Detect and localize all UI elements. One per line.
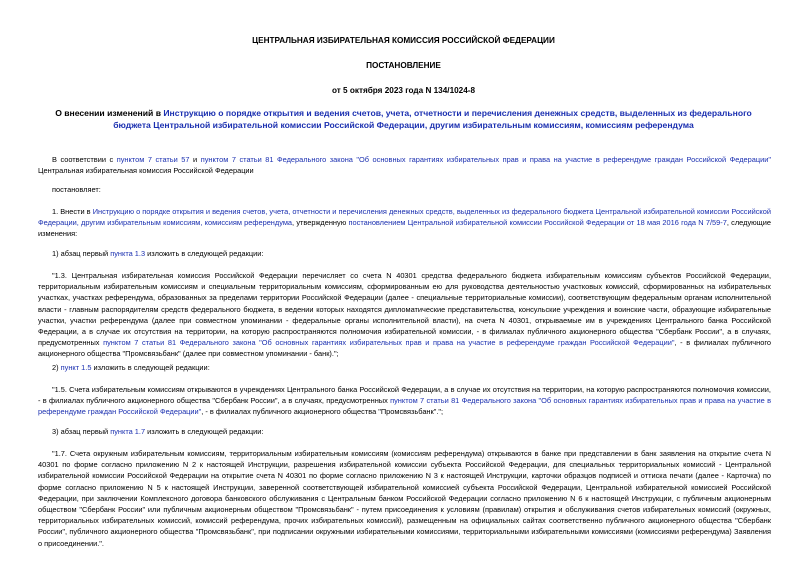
point15-text-2: , - в филиалах публичного акционерного общества "Промсвязьбанк".";	[201, 407, 444, 417]
paragraph-subitem-1	[38, 248, 771, 259]
link-instruction[interactable]: Инструкцию о порядке открытия и ведения счетов, учета, отчетности и перечисления денежных средств, выделенных из федерального бюджета Центральной избирательной комиссии Российской Федерации, другим избирательным комиссиям, комиссиям референдума	[38, 207, 771, 228]
issuing-authority: ЦЕНТРАЛЬНАЯ ИЗБИРАТЕЛЬНАЯ КОМИССИЯ РОССИЙСКОЙ ФЕДЕРАЦИИ	[252, 36, 555, 45]
document-date: от 5 октября 2023 года N 134/1024-8	[331, 86, 476, 95]
paragraph-point-1-5	[38, 384, 771, 418]
point13-text-2: , - в филиалах публичного акционерного общества "Промсвязьбанк" (далее при совместном упоминании - банк).";	[38, 338, 771, 359]
link-point-1-7[interactable]: пункта 1.7	[110, 427, 146, 436]
subitem3-text-2: изложить в следующей редакции:	[145, 427, 264, 436]
preamble-text-2: и	[189, 155, 201, 164]
paragraph-point-1-3	[38, 270, 771, 360]
link-point-1-3[interactable]: пункта 1.3	[110, 249, 146, 258]
paragraph-resolves: постановляет:	[52, 185, 101, 194]
subitem1-text-2: изложить в следующей редакции:	[145, 249, 264, 258]
paragraph-item-1	[38, 206, 771, 240]
document-type: ПОСТАНОВЛЕНИЕ	[366, 61, 441, 70]
preamble-text-3: Центральная избирательная комиссия Российской Федерации	[38, 166, 254, 176]
document-title	[40, 107, 767, 131]
subitem2-text-2: изложить в следующей редакции:	[91, 363, 210, 372]
item1-text-3: , следующие изменения:	[38, 218, 771, 239]
link-resolution-7-59-7[interactable]: постановлением Центральной избирательной комиссии Российской Федерации от 18 мая 2016 года N 7/59-7	[348, 218, 727, 228]
subitem1-text-1: 1) абзац первый	[52, 249, 111, 258]
link-article-81-point15[interactable]: пунктом 7 статьи 81 Федерального закона "Об основных гарантиях избирательных прав и права на участие в референдуме граждан Российской Федерации"	[38, 396, 771, 417]
title-prefix: О внесении изменений в	[55, 108, 164, 118]
point15-text-1: "1.5. Счета избирательным комиссиям открываются в учреждениях Центрального банка Российской Федерации, а в случае их отсутствия на территории, на которую распространяются полномочия комиссии, - в филиалах публичного акционерного общества "Сбербанк России", а в случаях, предусмотренных	[38, 385, 771, 406]
paragraph-subitem-2	[38, 362, 771, 373]
link-article-57[interactable]: пунктом 7 статьи 57	[116, 155, 190, 164]
item1-text-1: 1. Внести в	[52, 207, 93, 216]
link-point-1-5[interactable]: пункт 1.5	[60, 363, 92, 372]
paragraph-point-1-7: "1.7. Счета окружным избирательным комиссиям, территориальным избирательным комиссиям (комиссиям референдума) открываются в банке при представлении в банк заявления на открытие счета N 40301 по форме согласно приложению N 2 к настоящей Инструкции, разрешения избирательной комиссии субъекта Российской Федерации, для специальных территориальных комиссий - Центральной избирательной комиссии Российской Федерации на открытие счета N 40301 по форме согласно приложению N 3 к настоящей Инструкции, карточки образцов подписей и оттиска печати (далее - Карточка) по форме согласно приложению N 5 к настоящей Инструкции, заверенной соответствующей избирательной комиссией субъекта Российской Федерации, Центральной избирательной комиссией Российской Федерации, при заключении Комплексного договора банковского обслуживания с Центральным банком Российской Федерации согласно приложению N 6 к настоящей Инструкции, с публичным акционерным обществом "Сбербанк России" или публичным акционерным обществом "Промсвязьбанк" - путем присоединения к условиям (правилам) открытия и обслуживания счетов избирательных комиссий (окружных, территориальных избирательных комиссий, комиссий референдума, прочих избирательных комиссий), размещенным на официальных сайтах соответственно публичного акционерного общества "Сбербанк России", публичного акционерного общества "Промсвязьбанк", при подписании окружными избирательными комиссиями, территориальными избирательными комиссиями (комиссиями референдума) Заявления о присоединении.".	[38, 449, 771, 548]
link-article-81[interactable]: пунктом 7 статьи 81 Федерального закона "Об основных гарантиях избирательных прав и права на участие в референдуме граждан Российской Федерации"	[200, 155, 771, 164]
item1-text-2: , утвержденную	[292, 218, 349, 228]
title-instruction-link[interactable]: Инструкцию о порядке открытия и ведения счетов, учета, отчетности и перечисления денежных средств, выделенных из федерального бюджета Центральной избирательной комиссии Российской Федерации, другим избирательным комиссиям, комиссиям референдума	[113, 108, 752, 130]
preamble-text-1: В соответствии с	[52, 155, 117, 164]
paragraph-preamble	[38, 154, 771, 176]
link-article-81-point13[interactable]: пунктом 7 статьи 81 Федерального закона "Об основных гарантиях избирательных прав и права на участие в референдуме граждан Российской Федерации"	[103, 338, 675, 348]
point13-text-1: "1.3. Центральная избирательная комиссия Российской Федерации перечисляет со счета N 40301 средства федерального бюджета избирательным комиссиям субъектов Российской Федерации, территориальным избирательным комиссиям и специальным территориальным комиссиям, сформированным ею для руководства деятельностью участковых комиссий, сформированных на избирательных участках, участках референдума, образованных за пределами территории Российской Федерации (далее - специальные территориальные комиссии), соответствующим федеральным органам исполнительной власти - главным распорядителям средств федерального бюджета, в ведении которых находятся дипломатические представительства, консульские учреждения и воинские части, образующие избирательные участки, участки референдума (далее при совместном упоминании - федеральные органы исполнительной власти), на счета N 40301, открываемые им в учреждениях Центрального банка Российской Федерации, а в случае их отсутствия на территории, на которую распространяются полномочия избирательной комиссии, - в филиалах публичного акционерного общества "Сбербанк России", а в случаях, предусмотренных	[38, 271, 771, 348]
subitem3-text-1: 3) абзац первый	[52, 427, 111, 436]
subitem2-text-1: 2)	[52, 363, 61, 372]
paragraph-subitem-3	[38, 426, 771, 437]
